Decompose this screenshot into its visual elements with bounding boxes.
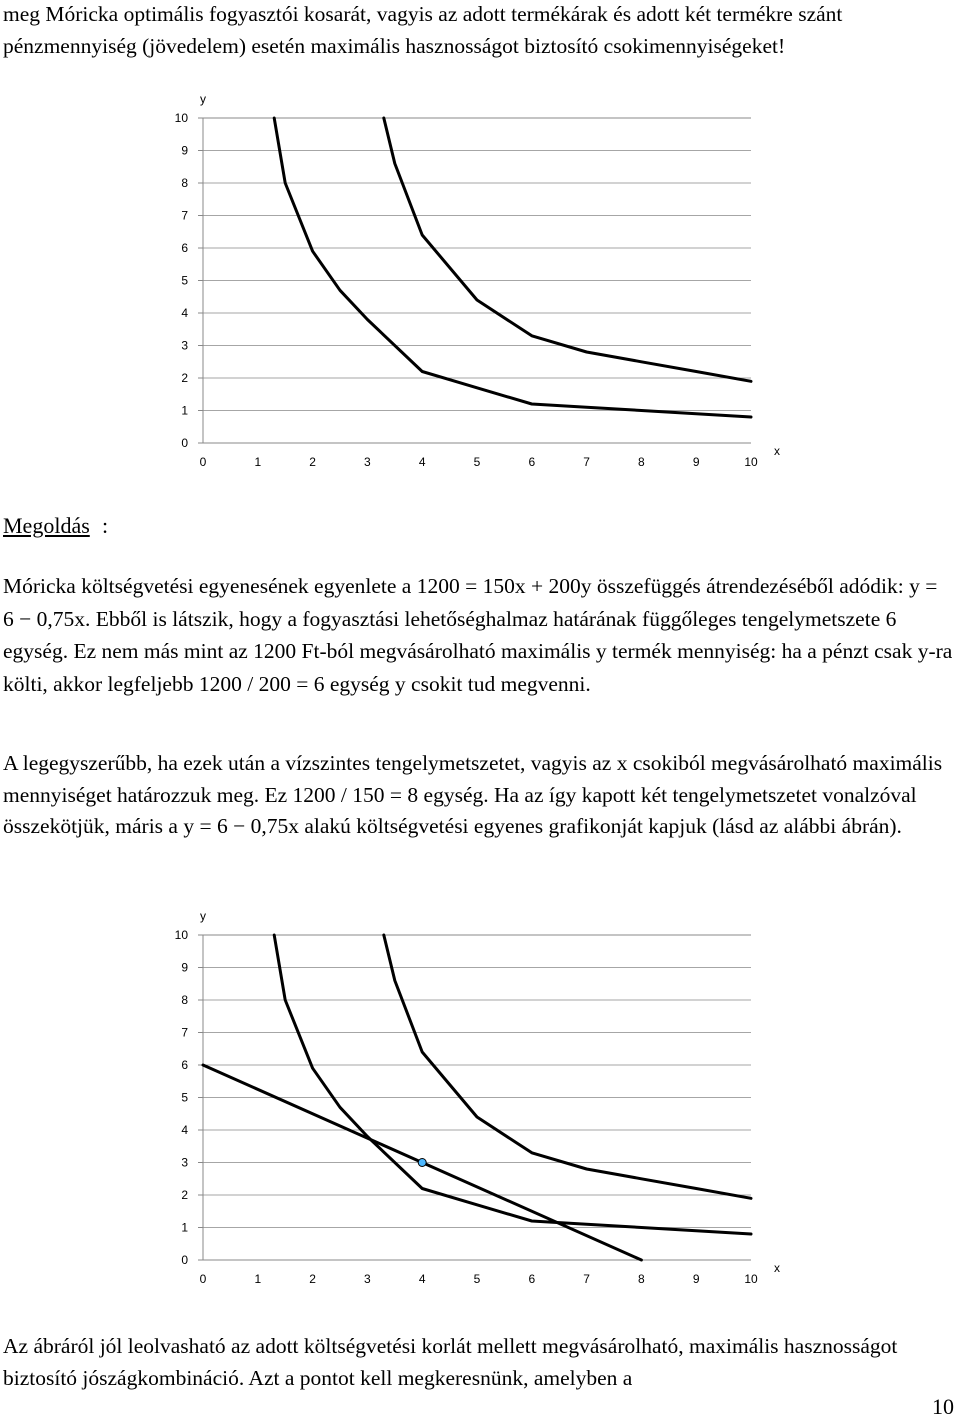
y-tick-label: 5: [181, 1090, 188, 1105]
p1-text-d: egység y csokit tud megvenni.: [324, 671, 591, 696]
p2-text-c: alakú költségvetési egyenes grafikonját kapjuk (lásd az alábbi ábrán).: [298, 814, 902, 838]
paragraph-conclusion: Az ábráról jól leolvasható az adott költségvetési korlát mellett megvásárolható, maximális hasznosságot biztosító jószágkombináció. Azt a pontot kell megkeresnünk, amelyben a: [3, 1334, 898, 1390]
x-tick-label: 6: [528, 1272, 536, 1285]
x-tick-label: 7: [583, 1272, 590, 1285]
x-tick-label: 1: [254, 455, 262, 468]
y-tick-label: 10: [174, 111, 188, 125]
indifference-curve-2: [384, 118, 751, 381]
y-tick-label: 1: [181, 1220, 188, 1235]
equation-budget: 1200 = 150x + 200y: [416, 574, 592, 598]
y-tick-label: 5: [181, 273, 188, 288]
y-tick-label: 2: [181, 371, 188, 385]
optimum-point: [418, 1159, 426, 1167]
x-axis-label: x: [774, 1261, 780, 1275]
equation-budget-line: y = 6 − 0,75x: [3, 574, 938, 631]
y-tick-label: 8: [181, 176, 188, 190]
y-tick-label: 2: [181, 1188, 188, 1202]
solution-heading: Megoldás: [3, 513, 90, 538]
x-tick-label: 2: [309, 455, 316, 468]
y-axis-label: y: [200, 92, 206, 106]
equation-y-intercept: 1200 / 200 = 6: [198, 671, 325, 696]
p2-text-b: egység. Ha az így kapott két tengelymetszetet vonalzóval összekötjük, máris a: [3, 782, 917, 838]
x-tick-label: 1: [254, 1272, 262, 1285]
x-tick-label: 3: [364, 455, 371, 468]
indifference-chart-1: [0, 88, 960, 468]
y-tick-label: 7: [181, 208, 188, 223]
p1-text-c: . Ebből is látszik, hogy a fogyasztási lehetőséghalmaz határának függőleges tengelymetszete 6 egység. Ez nem más mint az 1200 Ft-ból megvásárolható maximális y termék mennyiség: ha a pénzt csak y-ra költi, akkor legfeljebb: [3, 606, 953, 696]
y-tick-label: 0: [181, 1253, 188, 1267]
y-tick-label: 10: [174, 928, 188, 942]
x-tick-label: 2: [309, 1272, 316, 1285]
y-tick-label: 3: [181, 338, 188, 353]
equation-budget-line-2: y = 6 − 0,75x: [183, 814, 299, 838]
paragraph-budget-line: [3, 570, 953, 700]
x-tick-label: 4: [418, 1272, 426, 1285]
x-tick-label: 8: [638, 1272, 645, 1285]
x-axis-label: x: [774, 444, 780, 458]
x-tick-label: 9: [692, 455, 700, 468]
p2-text-a: A legegyszerűbb, ha ezek után a vízszintes tengelymetszetet, vagyis az x csokiból megvásárolható maximális mennyiséget határozzuk meg. Ez: [3, 751, 943, 807]
x-tick-label: 10: [744, 455, 758, 468]
x-tick-label: 7: [583, 455, 590, 468]
indifference-curve-1: [274, 935, 751, 1234]
x-tick-label: 0: [199, 1272, 207, 1285]
indifference-chart-2: [0, 905, 960, 1285]
x-tick-label: 0: [199, 455, 207, 468]
x-tick-label: 8: [638, 455, 645, 468]
indifference-curve-2: [384, 935, 751, 1198]
y-tick-label: 4: [181, 1123, 188, 1137]
x-tick-label: 3: [364, 1272, 371, 1285]
p1-text-b: összefüggés átrendezéséből adódik:: [591, 574, 910, 598]
y-axis-label: y: [200, 909, 206, 923]
y-tick-label: 1: [181, 403, 188, 418]
indifference-curve-1: [274, 118, 751, 417]
x-tick-label: 4: [418, 455, 426, 468]
x-tick-label: 5: [473, 455, 481, 468]
solution-heading-colon: :: [102, 513, 109, 538]
y-tick-label: 0: [181, 436, 188, 450]
page-number: 10: [932, 1394, 954, 1419]
x-tick-label: 5: [473, 1272, 481, 1285]
intro-text: meg Móricka optimális fogyasztói kosarát, vagyis az adott termékárak és adott két termékre szánt pénzmennyiség (jövedelem) esetén maximális hasznosságot biztosító csokimennyiségeket!: [3, 2, 843, 58]
y-tick-label: 7: [181, 1025, 188, 1040]
x-tick-label: 10: [744, 1272, 758, 1285]
x-tick-label: 9: [692, 1272, 700, 1285]
y-tick-label: 8: [181, 993, 188, 1007]
equation-x-intercept: 1200 / 150 = 8: [292, 782, 419, 807]
y-tick-label: 4: [181, 306, 188, 320]
p1-text-a: Móricka költségvetési egyenesének egyenlete a: [3, 574, 417, 598]
y-tick-label: 9: [181, 143, 188, 158]
y-tick-label: 6: [181, 241, 188, 255]
y-tick-label: 3: [181, 1155, 188, 1170]
y-tick-label: 9: [181, 960, 188, 975]
x-tick-label: 6: [528, 455, 536, 468]
paragraph-x-intercept: [3, 748, 953, 843]
y-tick-label: 6: [181, 1058, 188, 1072]
